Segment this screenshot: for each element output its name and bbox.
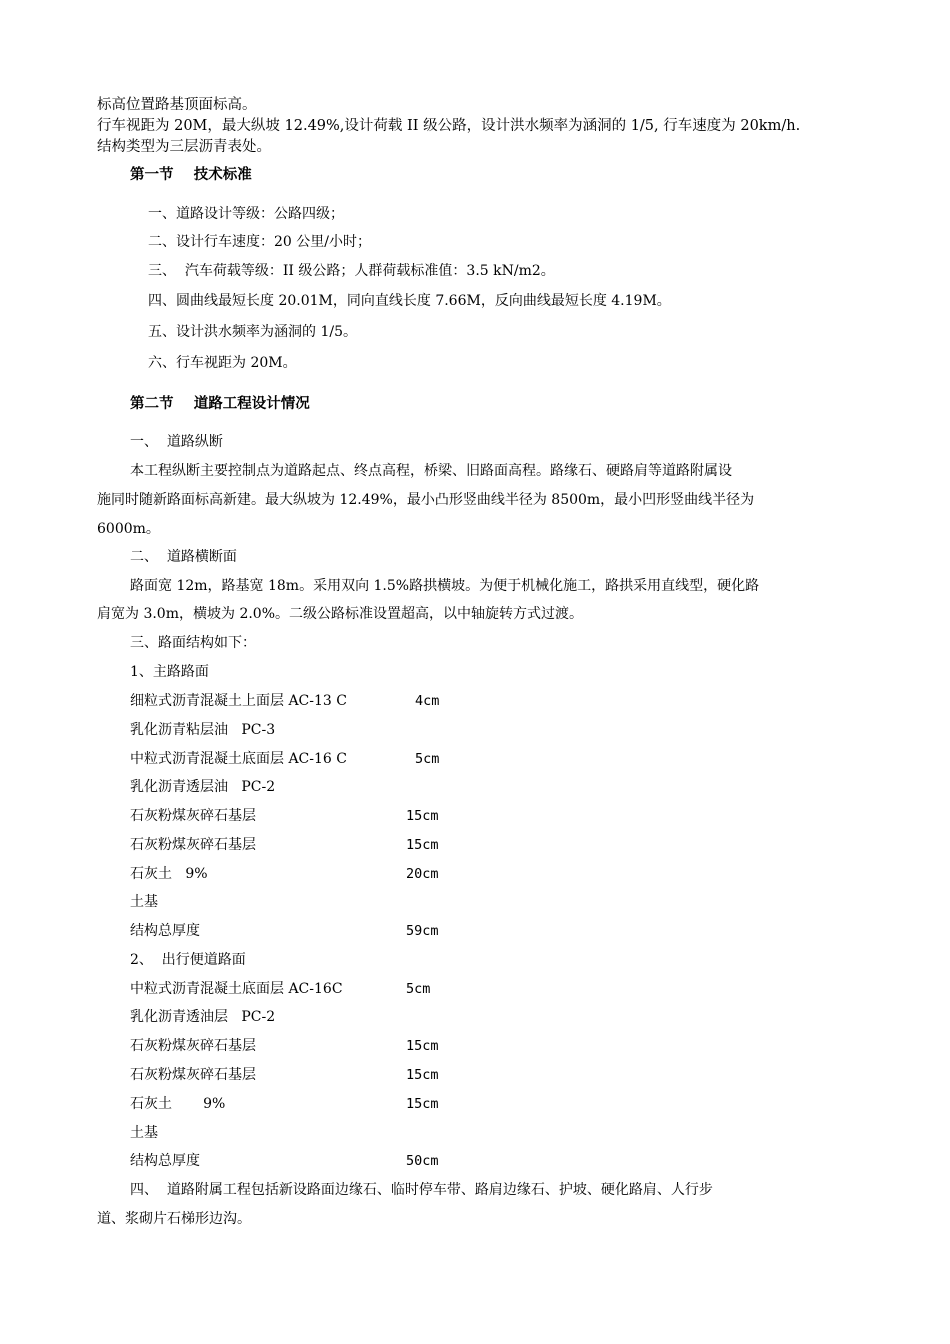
side-total-name: 结构总厚度 <box>130 1153 200 1169</box>
main-layer-2-name: 乳化沥青粘层油 PC-3 <box>130 722 276 738</box>
main-total-name: 结构总厚度 <box>130 923 200 939</box>
standard-item-4: 四、圆曲线最短长度 20.01M，同向直线长度 7.66M，反向曲线最短长度 4.19M。 <box>148 293 671 309</box>
main-layer-7-thickness: 20cm <box>406 866 439 882</box>
main-layer-3-name: 中粒式沥青混凝土底面层 AC-16 C <box>130 751 347 767</box>
section1-heading: 第一节 技术标准 <box>130 166 252 183</box>
subsection-4-para-line-1: 四、 道路附属工程包括新设路面边缘石、临时停车带、路肩边缘石、护坡、硬化路肩、人行步 <box>130 1182 713 1198</box>
standard-item-2: 二、设计行车速度：20 公里/小时； <box>148 234 371 250</box>
main-layer-5-thickness: 15cm <box>406 808 439 824</box>
side-layer-3-thickness: 15cm <box>406 1038 439 1054</box>
main-layer-1-name: 细粒式沥青混凝土上面层 AC-13 C <box>130 693 347 709</box>
side-layer-4-name: 石灰粉煤灰碎石基层 <box>130 1067 256 1083</box>
main-layer-5-name: 石灰粉煤灰碎石基层 <box>130 808 256 824</box>
subsection-2-para-line-2: 肩宽为 3.0m，横坡为 2.0%。二级公路标准设置超高，以中轴旋转方式过渡。 <box>97 606 584 622</box>
side-layer-6-name: 土基 <box>130 1125 158 1141</box>
main-road-title: 1、主路路面 <box>130 664 209 680</box>
side-layer-1-thickness: 5cm <box>406 981 431 997</box>
main-layer-4-name: 乳化沥青透层油 PC-2 <box>130 779 276 795</box>
main-layer-6-name: 石灰粉煤灰碎石基层 <box>130 837 256 853</box>
intro-line-3: 结构类型为三层沥青表处。 <box>97 139 271 155</box>
standard-item-3: 三、 汽车荷载等级：II 级公路；人群荷载标准值：3.5 kN/m2。 <box>148 263 555 279</box>
side-layer-5-name: 石灰土 9% <box>130 1096 226 1112</box>
main-layer-8-name: 土基 <box>130 894 158 910</box>
main-layer-6-thickness: 15cm <box>406 837 439 853</box>
subsection-1-title: 一、 道路纵断 <box>130 434 223 450</box>
main-total-thickness: 59cm <box>406 923 439 939</box>
standard-item-1: 一、道路设计等级：公路四级； <box>148 206 344 222</box>
subsection-2-para-line-1: 路面宽 12m，路基宽 18m。采用双向 1.5%路拱横坡。为便于机械化施工，路拱采用直线型，硬化路 <box>130 578 760 594</box>
section2-heading: 第二节 道路工程设计情况 <box>130 395 310 412</box>
side-layer-4-thickness: 15cm <box>406 1067 439 1083</box>
intro-line-2: 行车视距为 20M，最大纵坡 12.49%,设计荷载 II 级公路，设计洪水频率为涵洞的 1/5, 行车速度为 20km/h. <box>97 118 801 134</box>
subsection-4-para-line-2: 道、浆砌片石梯形边沟。 <box>97 1211 251 1227</box>
side-layer-1-name: 中粒式沥青混凝土底面层 AC-16C <box>130 981 343 997</box>
subsection-2-title: 二、 道路横断面 <box>130 549 237 565</box>
main-layer-7-name: 石灰土 9% <box>130 866 208 882</box>
main-layer-3-thickness: 5cm <box>415 751 440 767</box>
side-road-title: 2、 出行便道路面 <box>130 952 246 968</box>
standard-item-6: 六、行车视距为 20M。 <box>148 355 297 371</box>
side-total-thickness: 50cm <box>406 1153 439 1169</box>
standard-item-5: 五、设计洪水频率为涵洞的 1/5。 <box>148 324 357 340</box>
subsection-1-para-line-1: 本工程纵断主要控制点为道路起点、终点高程，桥梁、旧路面高程。路缘石、硬路肩等道路附属设 <box>130 463 732 479</box>
side-layer-3-name: 石灰粉煤灰碎石基层 <box>130 1038 256 1054</box>
intro-line-1: 标高位置路基顶面标高。 <box>97 97 257 113</box>
subsection-1-para-line-3: 6000m。 <box>97 521 160 537</box>
side-layer-2-name: 乳化沥青透油层 PC-2 <box>130 1009 276 1025</box>
side-layer-5-thickness: 15cm <box>406 1096 439 1112</box>
subsection-1-para-line-2: 施同时随新路面标高新建。最大纵坡为 12.49%，最小凸形竖曲线半径为 8500m，最小凹形竖曲线半径为 <box>97 492 755 508</box>
main-layer-1-thickness: 4cm <box>415 693 440 709</box>
subsection-3-title: 三、路面结构如下： <box>130 635 256 651</box>
